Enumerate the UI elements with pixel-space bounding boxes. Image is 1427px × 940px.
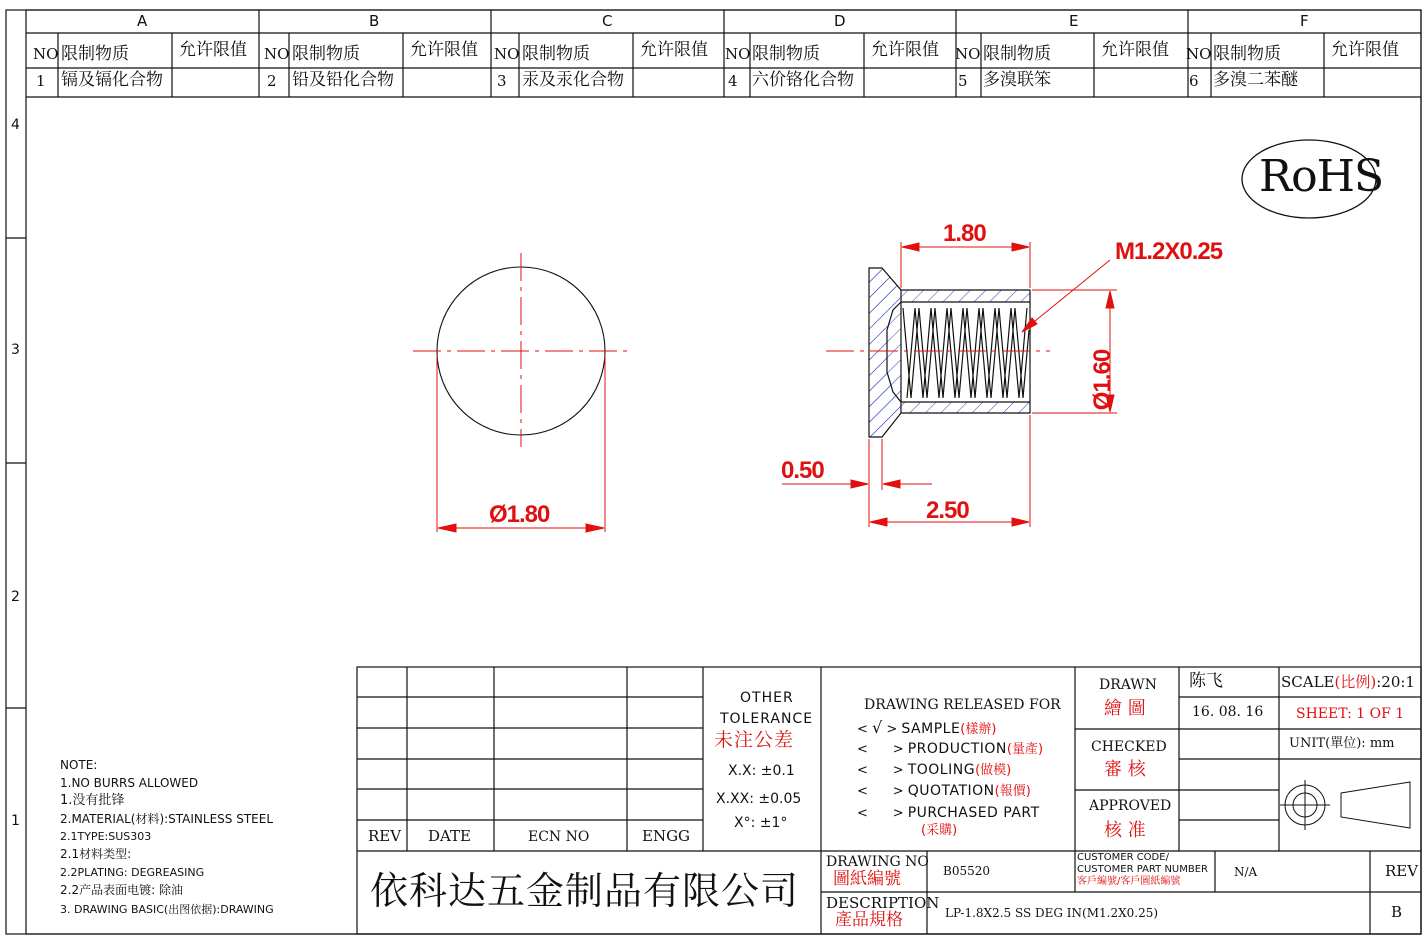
sheet-number: SHEET: 1 OF 1 xyxy=(1296,706,1405,722)
release-option-label: QUOTATION xyxy=(907,783,995,799)
substance-no: 4 xyxy=(728,72,738,90)
note-line: 2.2产品表面电镀: 除油 xyxy=(60,883,183,897)
scale-label: SCALE xyxy=(1281,673,1335,691)
tolerance-title: TOLERANCE xyxy=(720,711,814,727)
zone-label-b: B xyxy=(369,12,380,30)
substance-name: 多溴二苯醚 xyxy=(1213,70,1298,90)
substance-no: 2 xyxy=(267,72,277,90)
note-line: 2.1TYPE:SUS303 xyxy=(60,830,152,843)
release-option-cn: (樣辦) xyxy=(960,722,997,737)
substance-name: 六价铬化合物 xyxy=(752,70,854,90)
customer-code-label-cn: 客戶編號/客戶圖紙編號 xyxy=(1077,876,1181,887)
header-no: NO xyxy=(1186,45,1212,63)
zone-label-4: 4 xyxy=(11,117,20,133)
release-title: DRAWING RELEASED FOR xyxy=(864,697,1061,713)
drawing-no-label: DRAWING NO xyxy=(826,854,929,870)
note-line: 3. DRAWING BASIC(出图依据):DRAWING xyxy=(60,903,274,916)
company-name: 依科达五金制品有限公司 xyxy=(370,869,800,913)
zone-label-e: E xyxy=(1069,12,1079,30)
release-option-cn: (采購) xyxy=(921,823,958,838)
header-limit: 允许限值 xyxy=(410,40,478,60)
substance-no: 5 xyxy=(958,72,968,90)
zone-label-a: A xyxy=(137,12,148,30)
dimension-head-thickness: 0.50 xyxy=(781,457,824,484)
zone-label-1: 1 xyxy=(11,813,20,829)
release-option-production[interactable]: < > PRODUCTION(量產) xyxy=(857,741,1044,757)
zone-label-2: 2 xyxy=(11,589,20,605)
rev-column-header: REV xyxy=(368,827,402,845)
checked-label-cn: 審 核 xyxy=(1104,759,1146,780)
header-substance: 限制物质 xyxy=(983,44,1051,64)
dimension-thread-length: 1.80 xyxy=(943,220,986,247)
tolerance-title: OTHER xyxy=(740,690,794,706)
unit-value: ): mm xyxy=(1356,736,1395,751)
unit-label: UNIT( xyxy=(1289,736,1331,751)
unit-label-cn: 單位 xyxy=(1330,736,1357,751)
substance-no: 3 xyxy=(497,72,507,90)
zone-label-f: F xyxy=(1300,12,1309,30)
scale-label-cn: (比例) xyxy=(1334,673,1377,691)
tolerance-row: X.XX: ±0.05 xyxy=(716,791,802,807)
release-option-cn: (量產) xyxy=(1006,742,1044,757)
substance-name: 多溴联笨 xyxy=(983,70,1051,90)
release-option-label: PRODUCTION xyxy=(907,741,1007,757)
header-substance: 限制物质 xyxy=(752,44,820,64)
rev-label: REV xyxy=(1385,862,1419,880)
note-line: 1.没有批锋 xyxy=(60,793,125,808)
note-line: NOTE: xyxy=(60,758,98,772)
drawing-no-label-cn: 圖紙編號 xyxy=(833,869,901,889)
drawn-label-cn: 繪 圖 xyxy=(1104,698,1146,719)
release-option-cn: (做模) xyxy=(975,763,1012,778)
approved-label: APPROVED xyxy=(1089,798,1172,814)
rev-value: B xyxy=(1391,903,1403,921)
release-option-quotation[interactable]: < > QUOTATION(報價) xyxy=(857,783,1031,799)
zone-label-c: C xyxy=(602,12,613,30)
header-no: NO xyxy=(955,45,981,63)
dimension-body-diameter: Ø1.60 xyxy=(1089,349,1116,411)
drawn-label: DRAWN xyxy=(1099,677,1157,693)
tolerance-row: X.X: ±0.1 xyxy=(728,763,795,779)
header-no: NO xyxy=(33,45,59,63)
approved-label-cn: 核 准 xyxy=(1104,820,1146,841)
checkmark-icon: √ xyxy=(872,718,883,737)
header-no: NO xyxy=(494,45,520,63)
header-substance: 限制物质 xyxy=(522,44,590,64)
rohs-mark: RoHS xyxy=(1259,151,1384,202)
ecn-column-header: ECN NO xyxy=(528,829,590,845)
dimension-front-diameter: Ø1.80 xyxy=(489,501,550,528)
release-option-label: TOOLING xyxy=(907,762,976,778)
engg-column-header: ENGG xyxy=(642,827,691,845)
scale-value: :20:1 xyxy=(1376,673,1415,691)
substance-name: 铅及铅化合物 xyxy=(292,70,394,90)
note-line: 2.2PLATING: DEGREASING xyxy=(60,866,205,879)
date-column-header: DATE xyxy=(428,827,471,845)
substance-no: 1 xyxy=(36,72,46,90)
header-substance: 限制物质 xyxy=(1213,44,1281,64)
note-line: 2.1材料类型: xyxy=(60,847,132,861)
substance-name: 汞及汞化合物 xyxy=(522,70,624,90)
header-no: NO xyxy=(725,45,751,63)
header-limit: 允许限值 xyxy=(1331,40,1399,60)
release-option-tooling[interactable]: < > TOOLING(做模) xyxy=(857,762,1012,778)
zone-label-3: 3 xyxy=(11,342,20,358)
header-substance: 限制物质 xyxy=(61,44,129,64)
header-no: NO xyxy=(264,45,290,63)
substance-name: 镉及镉化合物 xyxy=(61,70,163,90)
header-limit: 允许限值 xyxy=(871,40,939,60)
header-limit: 允许限值 xyxy=(179,40,247,60)
note-line: 1.NO BURRS ALLOWED xyxy=(60,776,199,790)
tolerance-row: X°: ±1° xyxy=(734,815,788,831)
header-limit: 允许限值 xyxy=(1101,40,1169,60)
drawn-date: 16. 08. 16 xyxy=(1192,704,1264,720)
checked-label: CHECKED xyxy=(1091,739,1167,755)
release-option-cn: (報價) xyxy=(994,784,1031,799)
drawing-no-value: B05520 xyxy=(943,864,990,878)
zone-label-d: D xyxy=(834,12,846,30)
release-option-label: PURCHASED PART xyxy=(907,805,1040,821)
header-limit: 允许限值 xyxy=(640,40,708,60)
note-line: 2.MATERIAL(材料):STAINLESS STEEL xyxy=(60,812,274,826)
substance-no: 6 xyxy=(1189,72,1199,90)
dimension-overall-length: 2.50 xyxy=(926,497,969,524)
customer-code-label: CUSTOMER CODE/ xyxy=(1077,852,1169,863)
description-label-cn: 產品規格 xyxy=(835,910,903,930)
release-option-label: SAMPLE xyxy=(901,721,961,737)
scale-field xyxy=(1281,675,1415,690)
unit-field xyxy=(1289,737,1394,750)
release-option-sample[interactable]: < √ > SAMPLE(樣辦) xyxy=(857,718,997,737)
header-substance: 限制物质 xyxy=(292,44,360,64)
release-option-purchased[interactable]: < > PURCHASED PART xyxy=(857,805,1040,821)
drawn-by-name: 陈飞 xyxy=(1189,671,1223,691)
customer-part-label: CUSTOMER PART NUMBER xyxy=(1077,864,1208,875)
description-label: DESCRIPTION xyxy=(826,894,940,912)
tolerance-title-cn: 未注公差 xyxy=(714,729,795,751)
description-value: LP-1.8X2.5 SS DEG IN(M1.2X0.25) xyxy=(945,906,1159,920)
dimension-thread-spec: M1.2X0.25 xyxy=(1115,238,1223,265)
customer-code-value: N/A xyxy=(1234,865,1258,879)
